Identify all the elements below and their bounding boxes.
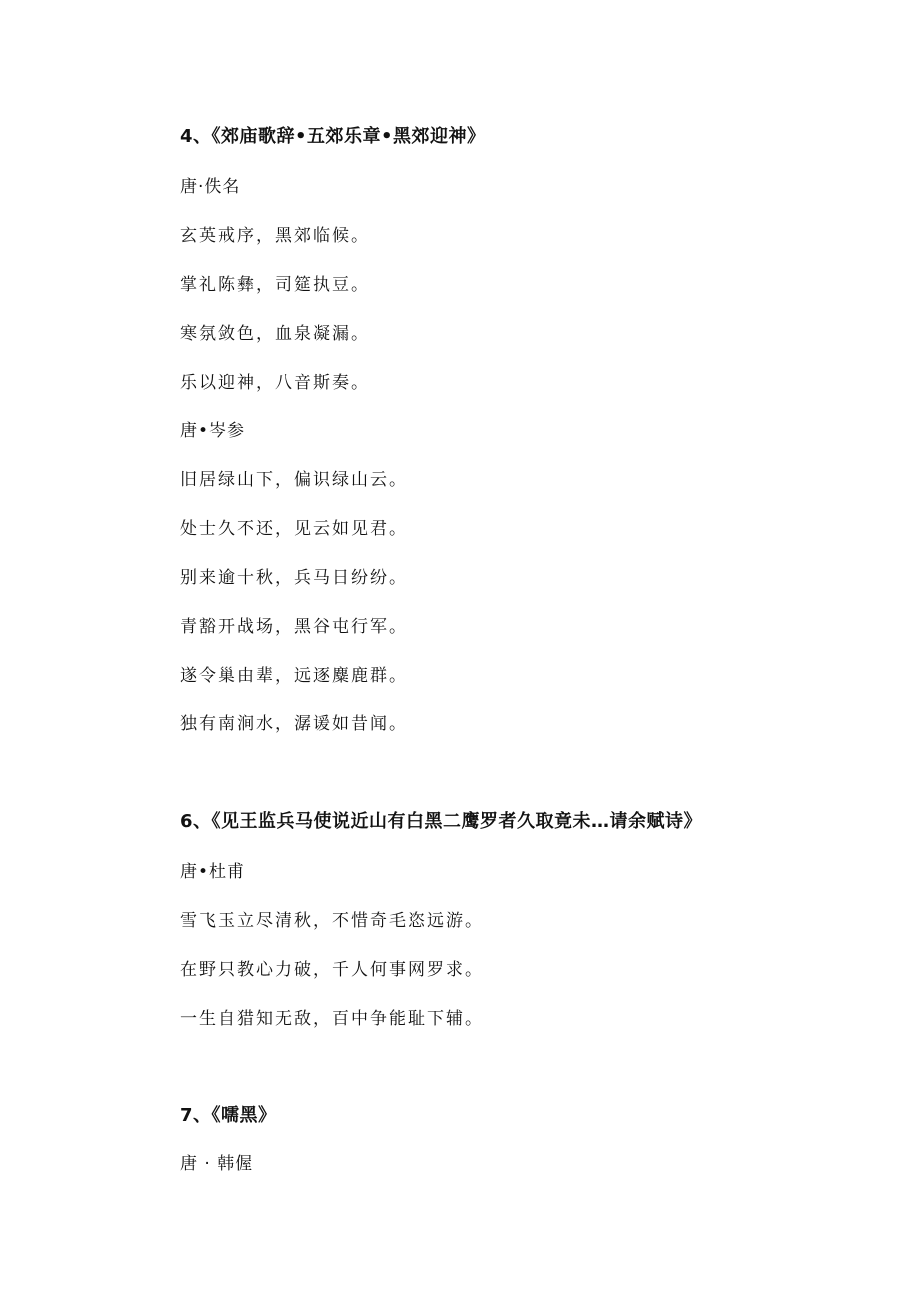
poem-author: 唐 · 韩偓 (180, 1154, 254, 1174)
poem-line: 寒氛敛色，血泉凝漏。 (180, 324, 370, 344)
poem-line: 雪飞玉立尽清秋，不惜奇毛恣远游。 (180, 911, 484, 931)
poem-title: 4、《郊庙歌辞•五郊乐章•黑郊迎神》 (180, 126, 486, 147)
poem-line: 一生自猎知无敌，百中争能耻下辅。 (180, 1009, 484, 1029)
poem-line: 掌礼陈彝，司筵执豆。 (180, 275, 370, 295)
poem-line: 乐以迎神，八音斯奏。 (180, 373, 370, 393)
poem-line: 玄英戒序，黑郊临候。 (180, 226, 370, 246)
poem-line: 旧居绿山下，偏识绿山云。 (180, 470, 408, 490)
poem-title: 7、《嚅黑》 (180, 1105, 277, 1126)
poem-line: 在野只教心力破，千人何事网罗求。 (180, 960, 484, 980)
poem-line: 别来逾十秋，兵马日纷纷。 (180, 568, 408, 588)
poem-title: 6、《见王监兵马使说近山有白黑二鹰罗者久取竟未…请余赋诗》 (180, 811, 703, 832)
poem-line: 遂令巢由辈，远逐麋鹿群。 (180, 666, 408, 686)
poem-author: 唐·佚名 (180, 177, 241, 197)
poem-line: 处士久不还，见云如见君。 (180, 519, 408, 539)
poem-line: 青豁开战场，黑谷屯行军。 (180, 617, 408, 637)
poem-line: 独有南涧水，潺谖如昔闻。 (180, 714, 408, 734)
poem-author: 唐•岑参 (180, 421, 246, 441)
poem-author: 唐•杜甫 (180, 862, 246, 882)
